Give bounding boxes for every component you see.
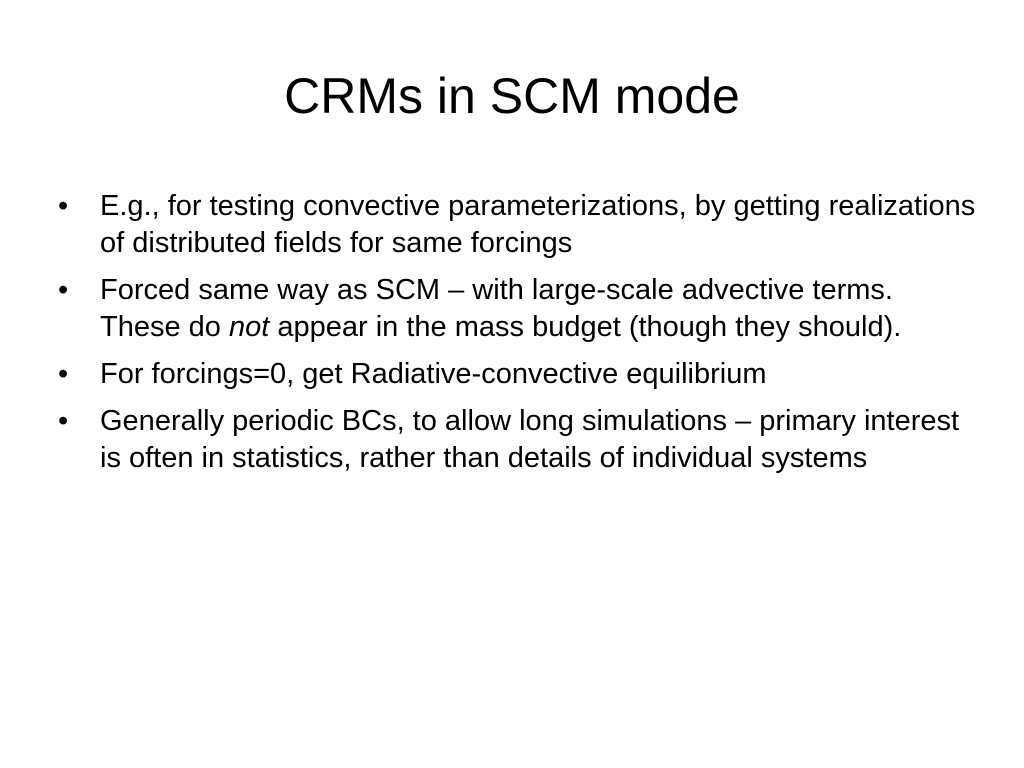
bullet-item-2: [58, 272, 978, 346]
bullet-icon: •: [58, 405, 69, 437]
bullet-list: [58, 188, 978, 487]
bullet-text-part-1: Forced same way as SCM – with large-scale advective terms. These do: [100, 274, 893, 343]
slide-title: CRMs in SCM mode: [284, 68, 740, 124]
bullet-item-1: [58, 188, 978, 262]
bullet-text-part-2: appear in the mass budget (though they should).: [269, 311, 902, 343]
bullet-icon: •: [58, 190, 69, 222]
bullet-item-3: [58, 356, 978, 393]
bullet-text: E.g., for testing convective parameterizations, by getting realizations of distributed fields for same forcings: [100, 190, 976, 259]
bullet-icon: •: [58, 274, 69, 306]
emphasis-text: not: [228, 311, 270, 343]
bullet-text: Generally periodic BCs, to allow long simulations – primary interest is often in statistics, rather than details of individual systems: [100, 405, 960, 474]
bullet-item-4: [58, 403, 978, 477]
bullet-icon: •: [58, 358, 69, 390]
bullet-text: For forcings=0, get Radiative-convective equilibrium: [100, 358, 767, 390]
